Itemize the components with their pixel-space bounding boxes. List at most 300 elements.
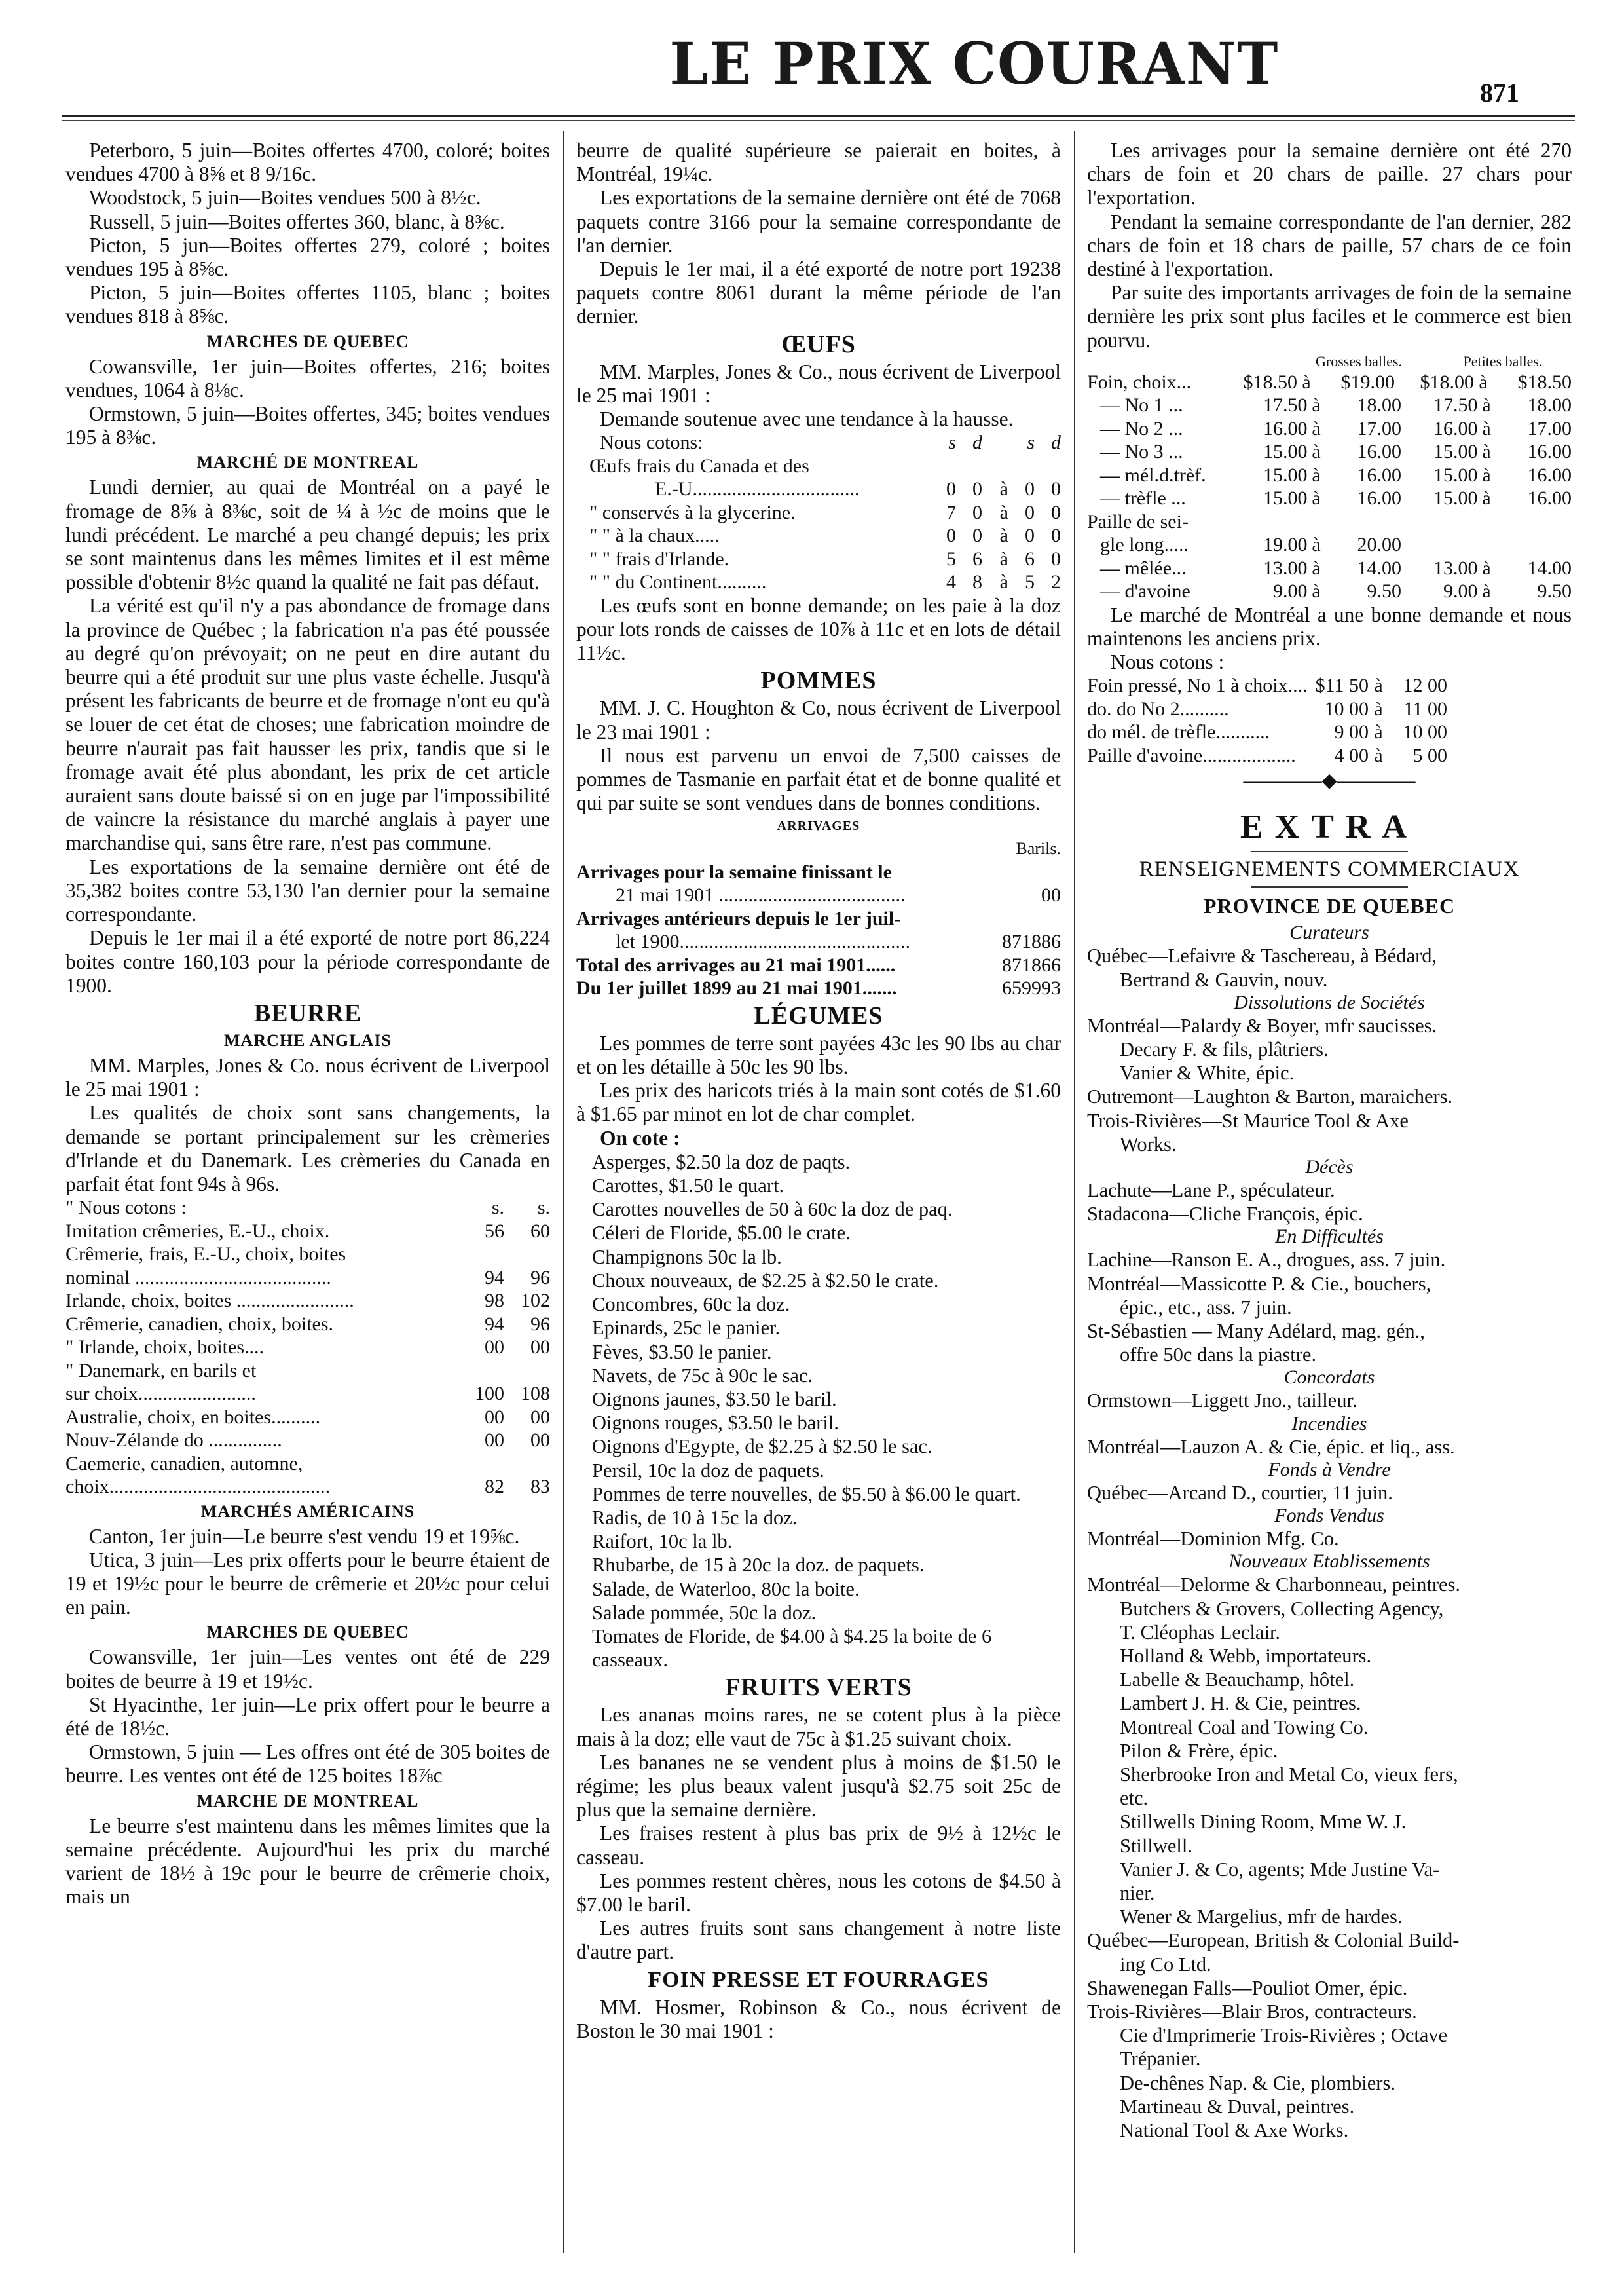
table-value: 0 <box>1025 525 1035 547</box>
paragraph: MM. Marples, Jones & Co. nous écrivent de Liverpool le 25 mai 1901 : <box>65 1053 550 1101</box>
range-separator: à <box>1312 464 1321 486</box>
paragraph: Russell, 5 juin—Boites offertes 360, blanc, à 8⅜c. <box>89 210 505 233</box>
table-value: 4 <box>946 571 956 593</box>
table-value: 102 <box>521 1290 550 1312</box>
table-row <box>65 1243 550 1266</box>
list-item: Persil, 10c la doz de paquets. <box>592 1459 824 1482</box>
paragraph: Demande soutenue avec une tendance à la hausse. <box>600 407 1014 431</box>
table-row <box>1087 487 1572 510</box>
table-value: 0 <box>972 478 982 500</box>
list-item: Asperges, $2.50 la doz de paqts. <box>592 1150 851 1173</box>
list-item: Lachute—Lane P., spéculateur. <box>1087 1179 1335 1202</box>
table-value: 9.50 <box>1367 580 1401 603</box>
table-label: Imitation crêmeries, E.-U., choix. <box>65 1220 330 1242</box>
table-label: sur choix........................ <box>65 1383 256 1405</box>
list-item: Fèves, $3.50 le panier. <box>592 1340 772 1363</box>
section-title-legumes: LÉGUMES <box>754 1002 883 1030</box>
table-value: 18.00 <box>1527 394 1572 417</box>
table-unit: d <box>972 432 982 454</box>
table-label: Total des arrivages au 21 mai 1901...... <box>576 954 896 976</box>
table-value: 60 <box>530 1220 550 1242</box>
range-separator: à <box>1312 557 1321 579</box>
section-heading: MARCHE ANGLAIS <box>224 1030 392 1050</box>
table-row <box>1087 510 1572 534</box>
list-item: Butchers & Grovers, Collecting Agency, <box>1120 1597 1444 1620</box>
table-label: Arrivages pour la semaine finissant le <box>576 861 892 883</box>
list-item: Tomates de Floride, de $4.00 à $4.25 la boite de 6 casseaux. <box>592 1624 992 1672</box>
table-row <box>576 501 1061 525</box>
table-value <box>950 907 1061 931</box>
subsection-heading: En Difficultés <box>1275 1226 1384 1248</box>
arrivages-table <box>576 861 1061 1000</box>
table-label: 21 mai 1901 ...................................... <box>616 884 906 907</box>
table-value: 00 <box>485 1336 504 1359</box>
header-rule-thin <box>62 120 1575 121</box>
table-unit: Petites balles. <box>1463 352 1543 369</box>
table-value: 15.00 <box>1433 487 1478 510</box>
page-number: 871 <box>1480 78 1519 107</box>
table-value <box>458 1452 504 1476</box>
subsection-heading: Nouveaux Etablissements <box>1228 1550 1430 1573</box>
subsection-heading: Décès <box>1305 1156 1354 1178</box>
section-heading: MARCHES DE QUEBEC <box>206 331 409 351</box>
section-heading: MARCHÉ DE MONTREAL <box>196 453 419 472</box>
list-item: Choux nouveaux, de $2.25 à $2.50 le crate. <box>592 1269 939 1292</box>
column-2 <box>576 139 1061 2255</box>
list-item: Decary F. & fils, plâtriers. <box>1120 1038 1329 1061</box>
subsection-heading: Concordats <box>1283 1366 1375 1389</box>
table-label: Œufs frais du Canada et des <box>589 455 809 477</box>
range-separator <box>1478 533 1496 557</box>
price-table-foin-montreal <box>1087 674 1572 767</box>
table-value: 10 00 <box>1403 721 1447 743</box>
table-value: 15.00 <box>1263 464 1308 486</box>
range-separator: à <box>1482 464 1491 486</box>
ornament-divider: ————◆———— <box>1243 770 1416 792</box>
section-title-province: PROVINCE DE QUEBEC <box>1203 894 1456 918</box>
table-label: " " du Continent.......... <box>589 571 767 593</box>
table-unit: s <box>948 432 956 454</box>
table-value: 00 <box>1041 884 1061 907</box>
table-label: Du 1er juillet 1899 au 21 mai 1901....... <box>576 977 897 1000</box>
table-row <box>576 930 1061 954</box>
table-unit: s. <box>537 1197 550 1219</box>
list-item: Pilon & Frère, épic. <box>1120 1739 1278 1762</box>
table-value <box>458 1243 504 1266</box>
list-item: Rhubarbe, de 15 à 20c la doz. de paquets. <box>592 1554 925 1577</box>
paragraph: Le beurre s'est maintenu dans les mêmes limites que la semaine précédente. Aujourd'hui les prix du marché varient de 18½ à 19c pour le beurre de crêmerie choix, mais un <box>65 1814 550 1909</box>
list-item: Montréal—Palardy & Boyer, mfr saucisses. <box>1087 1014 1437 1037</box>
paragraph: Les pommes de terre sont payées 43c les 90 lbs au char et on les détaille à 50c les 90 lbs. <box>576 1031 1061 1079</box>
paragraph: Cowansville, 1er juin—Boites offertes, 216; boites vendues, 1064 à 8⅛c. <box>65 354 550 402</box>
range-separator: à <box>1374 744 1383 766</box>
header-rule <box>62 115 1575 117</box>
table-row <box>65 1220 550 1243</box>
column-1 <box>65 139 550 2255</box>
table-value <box>458 1359 504 1383</box>
table-row <box>576 954 1061 977</box>
table-row <box>1087 417 1572 441</box>
list-item: Outremont—Laughton & Barton, maraichers. <box>1087 1085 1453 1108</box>
table-label: " Danemark, en barils et <box>65 1359 257 1381</box>
range-separator: à <box>1479 371 1488 393</box>
section-heading: MARCHE DE MONTREAL <box>196 1791 419 1810</box>
list-item: Pommes de terre nouvelles, de $5.50 à $6.00 le quart. <box>592 1482 1021 1505</box>
list-item: Cie d'Imprimerie Trois-Rivières ; Octave <box>1120 2024 1448 2047</box>
price-table-beurre <box>65 1220 550 1499</box>
table-value <box>504 1243 550 1266</box>
table-label: " Nous cotons : <box>65 1197 187 1219</box>
table-label: nominal ........................................ <box>65 1266 331 1288</box>
table-label: Paille d'avoine................... <box>1087 744 1296 766</box>
table-label: Australie, choix, en boites.......... <box>65 1406 321 1428</box>
table-value: 0 <box>1051 548 1061 570</box>
table-value: 12 00 <box>1403 675 1447 697</box>
table-label: let 1900............................................... <box>616 931 910 953</box>
section-heading: ARRIVAGES <box>777 819 860 834</box>
table-label: Foin pressé, No 1 à choix.... <box>1087 675 1308 697</box>
list-item: Stillwells Dining Room, Mme W. J. <box>1120 1810 1407 1833</box>
table-value: 17.50 <box>1263 394 1308 417</box>
paragraph: La vérité est qu'il n'y a pas abondance de fromage dans la province de Québec ; la fabrication n'a pas été poussée au degré qu'on prévoyait; on ne peut en dire autant du beurre qui a été produit sur une plus vaste échelle. Jusqu'à présent les fabricants de beurre et de fromage n'ont eu qu'à se louer de cet état de choses; une fabrication moindre de beurre n'aurait pas fait hausser les prix, tandis que si le fromage avait été plus abondant, les prix de cet article auraient sans doute baissé si on en juge par l'impossibilité de vaincre la résistance du marché anglais à payer une marchandise qui, sans être rare, n'est pas commune. <box>65 594 550 855</box>
table-row <box>1087 557 1572 580</box>
range-separator <box>1474 510 1492 534</box>
table-value: à <box>999 571 1008 593</box>
list-item: Trépanier. <box>1120 2048 1201 2071</box>
list-item: Québec—European, British & Colonial Build- <box>1087 1929 1460 1952</box>
table-value: 871886 <box>1002 931 1061 953</box>
table-label: Crêmerie, frais, E.-U., choix, boites <box>65 1243 346 1266</box>
column-rule-2 <box>1074 131 1075 2253</box>
range-separator: à <box>1312 580 1321 603</box>
price-table-foin <box>1087 371 1572 603</box>
table-label: " " frais d'Irlande. <box>589 548 729 570</box>
table-label: Caemerie, canadien, automne, <box>65 1452 303 1474</box>
table-value: $18.00 <box>1420 371 1475 393</box>
list-item: Montreal Coal and Towing Co. <box>1120 1716 1369 1738</box>
paragraph: Les prix des haricots triés à la main sont cotés de $1.60 à $1.65 par minot en lot de char complet. <box>576 1079 1061 1126</box>
paragraph: Ormstown, 5 juin — Les offres ont été de 305 boites de beurre. Les ventes ont été de 125 boites 18⅞c <box>65 1740 550 1788</box>
list-item: Stadacona—Cliche François, épic. <box>1087 1203 1363 1226</box>
subsection-heading: Fonds Vendus <box>1274 1505 1384 1527</box>
list-item: Bertrand & Gauvin, nouv. <box>1120 968 1328 991</box>
table-value <box>1495 533 1572 557</box>
list-item: Works. <box>1120 1133 1177 1155</box>
masthead-title: LE PRIX COURANT <box>669 29 1280 98</box>
table-value: $18.50 <box>1243 371 1298 393</box>
table-row <box>576 861 1061 884</box>
section-title-beurre: BEURRE <box>253 999 362 1027</box>
table-row <box>1087 674 1572 698</box>
table-value: à <box>999 525 1008 547</box>
list-item: Trois-Rivières—Blair Bros, contracteurs. <box>1087 2000 1417 2023</box>
table-label: Nouv-Zélande do ............... <box>65 1429 282 1452</box>
table-value: 6 <box>972 548 982 570</box>
table-value: 0 <box>946 525 956 547</box>
list-item: ing Co Ltd. <box>1120 1953 1211 1976</box>
list-item: nier. <box>1120 1881 1155 1904</box>
table-row <box>1087 394 1572 417</box>
table-value <box>1401 533 1478 557</box>
table-value: 15.00 <box>1263 441 1308 463</box>
paragraph: Depuis le 1er mai il a été exporté de notre port 86,224 boites contre 160,103 pour la période correspondante de 1900. <box>65 926 550 997</box>
range-separator: à <box>1312 534 1321 556</box>
list-item: Oignons rouges, $3.50 le baril. <box>592 1412 839 1435</box>
range-separator: à <box>1374 721 1383 743</box>
table-label: — No 3 ... <box>1100 441 1183 463</box>
table-value: 94 <box>485 1266 504 1288</box>
paragraph: Les exportations de la semaine dernière ont été de 35,382 boites contre 53,130 l'an dernier pour la semaine correspondante. <box>65 855 550 926</box>
column-3 <box>1087 139 1572 2255</box>
list-item: Oignons jaunes, $3.50 le baril. <box>592 1387 837 1410</box>
table-unit: s <box>1027 432 1035 454</box>
list-item: Concombres, 60c la doz. <box>592 1293 790 1316</box>
table-value: 96 <box>530 1266 550 1288</box>
table-value: 2 <box>1051 571 1061 593</box>
table-value: à <box>999 501 1008 523</box>
list-item: Salade, de Waterloo, 80c la boite. <box>592 1577 860 1600</box>
paragraph: Il nous est parvenu un envoi de 7,500 caisses de pommes de Tasmanie en parfait état et de bonne qualité et qui par suite se sont vendues dans de bonnes conditions. <box>576 743 1061 815</box>
legumes-list <box>576 1150 1061 1672</box>
range-separator: à <box>1374 698 1383 720</box>
paragraph: MM. J. C. Houghton & Co, nous écrivent de Liverpool le 23 mai 1901 : <box>576 696 1061 743</box>
table-value: 8 <box>972 571 982 593</box>
paragraph: Par suite des importants arrivages de foin de la semaine dernière les prix sont plus faciles et le commerce est bien pourvu. <box>1087 281 1572 352</box>
table-row <box>1087 533 1572 557</box>
table-value: 0 <box>1025 478 1035 500</box>
table-label: " " à la chaux..... <box>589 525 720 547</box>
table-value: 5 00 <box>1412 744 1447 766</box>
table-unit: s. <box>491 1197 504 1219</box>
table-value: 56 <box>485 1220 504 1242</box>
divider <box>1251 886 1408 888</box>
range-separator: à <box>1482 417 1491 440</box>
table-value: 16.00 <box>1527 487 1572 510</box>
price-table-header <box>576 431 1061 455</box>
table-value: 00 <box>485 1406 504 1428</box>
table-value <box>1008 455 1035 478</box>
table-value <box>1492 510 1572 534</box>
table-label: — No 1 ... <box>1100 394 1183 417</box>
table-row <box>65 1429 550 1452</box>
paragraph: Les qualités de choix sont sans changements, la demande se portant principalement sur les crèmeries d'Irlande et du Danemark. Les crèmeries du Canada en parfait état font 94s à 96s. <box>65 1101 550 1195</box>
list-item: Lachine—Ranson E. A., drogues, ass. 7 juin. <box>1087 1248 1446 1271</box>
range-separator: à <box>1482 580 1491 603</box>
table-row <box>1087 371 1572 394</box>
divider <box>1251 851 1408 852</box>
table-unit: Grosses balles. <box>1316 352 1402 369</box>
list-item: Montréal—Massicotte P. & Cie., bouchers, <box>1087 1272 1431 1295</box>
table-label: " conservés à la glycerine. <box>589 501 796 523</box>
table-value <box>1395 510 1474 534</box>
table-row <box>1087 698 1572 721</box>
list-item: Montréal—Dominion Mfg. Co. <box>1087 1528 1339 1550</box>
list-item: Labelle & Beauchamp, hôtel. <box>1120 1668 1355 1691</box>
table-value: 98 <box>485 1290 504 1312</box>
table-value: 16.00 <box>1357 441 1401 463</box>
table-value: 17.00 <box>1357 417 1401 440</box>
table-value: 5 <box>1025 571 1035 593</box>
table-value: 00 <box>530 1336 550 1359</box>
list-item: Vanier & White, épic. <box>1120 1062 1295 1085</box>
table-row <box>65 1452 550 1476</box>
table-value: 871866 <box>1002 954 1061 976</box>
table-row <box>1087 580 1572 603</box>
paragraph: Les exportations de la semaine dernière ont été de 7068 paquets contre 3166 pour la semaine correspondante de l'an dernier. <box>576 186 1061 257</box>
table-value: 15.00 <box>1263 487 1308 510</box>
renseignements-list <box>1087 922 1572 2142</box>
table-label: E.-U.................................. <box>655 478 860 500</box>
paragraph: Cowansville, 1er juin—Les ventes ont été de 229 boites de beurre à 19 et 19½c. <box>65 1645 550 1693</box>
paragraph: Picton, 5 juin—Boites offertes 1105, blanc ; boites vendues 818 à 8⅝c. <box>65 281 550 328</box>
paragraph: MM. Hosmer, Robinson & Co., nous écrivent de Boston le 30 mai 1901 : <box>576 1995 1061 2042</box>
paragraph: Les pommes restent chères, nous les cotons de $4.50 à $7.00 le baril. <box>576 1869 1061 1916</box>
table-label: Irlande, choix, boites ........................ <box>65 1290 354 1312</box>
table-value: $18.50 <box>1517 371 1572 393</box>
table-value: 20.00 <box>1357 534 1401 556</box>
list-item: Montréal—Lauzon A. & Cie, épic. et liq., ass. <box>1087 1435 1455 1458</box>
table-value <box>1035 455 1061 478</box>
paragraph: St Hyacinthe, 1er juin—Le prix offert pour le beurre a été de 18½c. <box>65 1693 550 1740</box>
paragraph: Les arrivages pour la semaine dernière ont été 270 chars de foin et 20 chars de paille. 27 chars pour l'exportation. <box>1087 139 1572 210</box>
paragraph: beurre de qualité supérieure se paierait en boites, à Montréal, 19¼c. <box>576 139 1061 186</box>
table-label: Crêmerie, canadien, choix, boites. <box>65 1313 334 1335</box>
section-title-foin: FOIN PRESSE ET FOURRAGES <box>648 1967 989 1992</box>
table-value: 0 <box>1025 501 1035 523</box>
table-value: 16.00 <box>1433 417 1478 440</box>
range-separator: à <box>1482 441 1491 463</box>
table-label: do mél. de trèfle........... <box>1087 721 1270 743</box>
list-item: St-Sébastien — Many Adélard, mag. gén., <box>1087 1320 1425 1343</box>
subsection-heading: Fonds à Vendre <box>1268 1458 1391 1480</box>
paragraph: Nous cotons : <box>1111 650 1225 674</box>
table-row <box>65 1336 550 1359</box>
section-heading: MARCHES DE QUEBEC <box>206 1622 409 1642</box>
table-value: 15.00 <box>1433 464 1478 486</box>
table-value: 00 <box>530 1429 550 1452</box>
table-value: 6 <box>1025 548 1035 570</box>
table-label: do. do No 2.......... <box>1087 698 1229 720</box>
paragraph: Le marché de Montréal a une bonne demande et nous maintenons les anciens prix. <box>1087 603 1572 650</box>
range-separator: à <box>1312 441 1321 463</box>
table-row <box>576 455 1061 478</box>
list-item: Trois-Rivières—St Maurice Tool & Axe <box>1087 1109 1409 1132</box>
range-separator: à <box>1482 487 1491 510</box>
table-value <box>1316 510 1395 534</box>
table-label: — mêlée... <box>1100 557 1187 579</box>
table-row <box>65 1289 550 1313</box>
paragraph: On cote : <box>600 1126 680 1150</box>
table-row <box>576 571 1061 594</box>
table-label: gle long..... <box>1100 534 1189 556</box>
table-value: 9.00 <box>1443 580 1478 603</box>
list-item: De-chênes Nap. & Cie, plombiers. <box>1120 2071 1395 2094</box>
table-row <box>65 1266 550 1290</box>
table-label: — trèfle ... <box>1100 487 1186 510</box>
table-value: 14.00 <box>1527 557 1572 579</box>
list-item: Céleri de Floride, $5.00 le crate. <box>592 1222 851 1245</box>
range-separator: à <box>1374 675 1383 697</box>
table-row <box>1087 744 1572 768</box>
table-value: 13.00 <box>1433 557 1478 579</box>
table-row <box>65 1406 550 1429</box>
table-value: 108 <box>521 1383 550 1405</box>
list-item: National Tool & Axe Works. <box>1120 2118 1349 2141</box>
subsection-heading: Dissolutions de Sociétés <box>1234 991 1425 1013</box>
list-item: Québec—Lefaivre & Taschereau, à Bédard, <box>1087 945 1437 967</box>
table-row <box>1087 721 1572 744</box>
section-heading: MARCHÉS AMÉRICAINS <box>200 1501 415 1521</box>
list-item: Wener & Margelius, mfr de hardes. <box>1120 1905 1403 1928</box>
table-label: Foin, choix... <box>1087 371 1192 393</box>
paragraph: Pendant la semaine correspondante de l'an dernier, 282 chars de foin et 18 chars de paille, 57 chars de ce foin destiné à l'exportation. <box>1087 210 1572 281</box>
table-value: 0 <box>972 501 982 523</box>
table-value <box>950 861 1061 884</box>
table-value: 17.00 <box>1527 417 1572 440</box>
list-item: Lambert J. H. & Cie, peintres. <box>1120 1692 1361 1715</box>
section-title-fruits: FRUITS VERTS <box>725 1674 912 1702</box>
table-value: 18.00 <box>1357 394 1401 417</box>
table-value: 94 <box>485 1313 504 1335</box>
masthead <box>0 0 1624 131</box>
table-row <box>576 977 1061 1000</box>
table-value: 659993 <box>1002 977 1061 1000</box>
table-value: 0 <box>1051 525 1061 547</box>
range-separator: à <box>1482 557 1491 579</box>
price-table-oeufs <box>576 455 1061 594</box>
table-value: 11 00 <box>1403 698 1447 720</box>
table-value: 14.00 <box>1357 557 1401 579</box>
table-row <box>576 907 1061 931</box>
table-value <box>982 455 1008 478</box>
table-value: 16.00 <box>1527 464 1572 486</box>
list-item: Raifort, 10c la lb. <box>592 1530 733 1553</box>
column-rule-1 <box>563 131 564 2253</box>
range-separator: à <box>1302 371 1311 393</box>
table-value: 9.50 <box>1537 580 1572 603</box>
table-label: Paille de sei- <box>1087 510 1189 533</box>
section-title-oeufs: ŒUFS <box>781 330 856 358</box>
paragraph: Canton, 1er juin—Le beurre s'est vendu 19 et 19⅝c. <box>89 1524 520 1548</box>
table-label: choix............................................. <box>65 1476 331 1498</box>
table-value: 16.00 <box>1357 464 1401 486</box>
table-value: 00 <box>530 1406 550 1428</box>
list-item: Vanier J. & Co, agents; Mde Justine Va- <box>1120 1858 1440 1881</box>
table-label: — d'avoine <box>1100 580 1190 603</box>
table-row <box>65 1475 550 1499</box>
table-row <box>65 1359 550 1383</box>
table-value: 15.00 <box>1433 441 1478 463</box>
table-value: 0 <box>972 525 982 547</box>
range-separator: à <box>1482 394 1491 417</box>
list-item: Sherbrooke Iron and Metal Co, vieux fers, <box>1120 1763 1458 1786</box>
arrivages-unit-row <box>576 837 1061 861</box>
table-value <box>930 455 956 478</box>
table-label: Arrivages antérieurs depuis le 1er juil- <box>576 907 901 929</box>
table-value: 9 00 <box>1334 721 1369 743</box>
table-value: 00 <box>485 1429 504 1452</box>
paragraph: Les fraises restent à plus bas prix de 9½ à 12½c le casseau. <box>576 1822 1061 1869</box>
foin-table-header <box>1087 352 1572 371</box>
paragraph: Lundi dernier, au quai de Montréal on a payé le fromage de 8⅝ à 8⅜c, soit de ¼ à ½c de moins que le lundi précédent. Le marché a peu changé depuis; les prix se sont maintenus dans les mêmes limites et il est même possible d'obtenir 8½c quand la qualité ne fait pas défaut. <box>65 476 550 594</box>
table-label: — No 2 ... <box>1100 417 1183 440</box>
subsection-heading: Curateurs <box>1289 922 1369 944</box>
price-table-header <box>65 1196 550 1220</box>
list-item: Radis, de 10 à 15c la doz. <box>592 1506 798 1529</box>
list-item: épic., etc., ass. 7 juin. <box>1120 1296 1292 1319</box>
paragraph: Utica, 3 juin—Les prix offerts pour le beurre étaient de 19 et 19½c pour le beurre de crêmerie et 20½c pour celui en pain. <box>65 1548 550 1619</box>
paragraph: Les ananas moins rares, ne se cotent plus à la pièce mais à la doz; elle vaut de 75c à $1.25 suivant choix. <box>576 1703 1061 1750</box>
